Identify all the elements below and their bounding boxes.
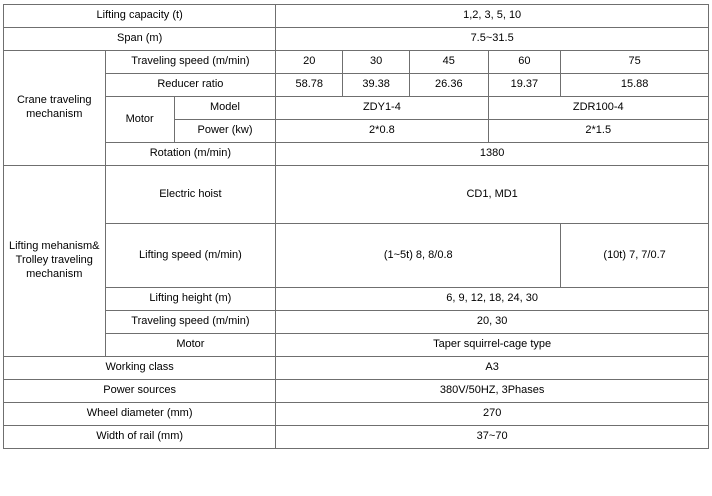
electric-hoist-label: Electric hoist: [105, 166, 276, 224]
width-of-rail-value: 37~70: [276, 426, 709, 449]
table-row-lifting-height: [4, 288, 709, 311]
reducer-ratio-value-4: 19.37: [488, 74, 561, 97]
trolley-traveling-speed-value: 20, 30: [276, 311, 709, 334]
motor-label: Motor: [105, 97, 174, 143]
motor-model-value-1: ZDY1-4: [276, 97, 488, 120]
motor-power-value-1: 2*0.8: [276, 120, 488, 143]
span-label: Span (m): [4, 28, 276, 51]
table-row-trolley-traveling-speed: [4, 311, 709, 334]
table-row-lifting-speed: [4, 224, 709, 288]
reducer-ratio-value-3: 26.36: [410, 74, 488, 97]
power-sources-value: 380V/50HZ, 3Phases: [276, 380, 709, 403]
traveling-speed-value-5: 75: [561, 51, 709, 74]
reducer-ratio-value-1: 58.78: [276, 74, 343, 97]
table-row-trolley-motor: [4, 334, 709, 357]
wheel-diameter-label: Wheel diameter (mm): [4, 403, 276, 426]
lifting-trolley-mechanism-label: Lifting mehanism& Trolley traveling mechanism: [4, 166, 106, 357]
reducer-ratio-value-5: 15.88: [561, 74, 709, 97]
power-sources-label: Power sources: [4, 380, 276, 403]
motor-power-label: Power (kw): [174, 120, 276, 143]
table-row-power-sources: [4, 380, 709, 403]
table-row-motor-model: [4, 97, 709, 120]
table-row-rotation: [4, 143, 709, 166]
motor-power-value-2: 2*1.5: [488, 120, 708, 143]
rotation-value: 1380: [276, 143, 709, 166]
traveling-speed-value-2: 30: [343, 51, 410, 74]
traveling-speed-value-4: 60: [488, 51, 561, 74]
rotation-label: Rotation (m/min): [105, 143, 276, 166]
lifting-speed-value-2: (10t) 7, 7/0.7: [561, 224, 709, 288]
table-row-traveling-speed: [4, 51, 709, 74]
specification-table: [3, 4, 709, 449]
reducer-ratio-label: Reducer ratio: [105, 74, 276, 97]
trolley-motor-label: Motor: [105, 334, 276, 357]
table-row-working-class: [4, 357, 709, 380]
lifting-capacity-label: Lifting capacity (t): [4, 5, 276, 28]
trolley-traveling-speed-label: Traveling speed (m/min): [105, 311, 276, 334]
table-row-reducer-ratio: [4, 74, 709, 97]
table-row-span: [4, 28, 709, 51]
traveling-speed-value-3: 45: [410, 51, 488, 74]
lifting-speed-value-1: (1~5t) 8, 8/0.8: [276, 224, 561, 288]
table-row-width-of-rail: [4, 426, 709, 449]
lifting-height-value: 6, 9, 12, 18, 24, 30: [276, 288, 709, 311]
lifting-speed-label: Lifting speed (m/min): [105, 224, 276, 288]
trolley-motor-value: Taper squirrel-cage type: [276, 334, 709, 357]
crane-traveling-mechanism-label: Crane traveling mechanism: [4, 51, 106, 166]
working-class-value: A3: [276, 357, 709, 380]
wheel-diameter-value: 270: [276, 403, 709, 426]
table-row-wheel-diameter: [4, 403, 709, 426]
table-row-lifting-capacity: [4, 5, 709, 28]
lifting-capacity-value: 1,2, 3, 5, 10: [276, 5, 709, 28]
lifting-height-label: Lifting height (m): [105, 288, 276, 311]
table-row-electric-hoist: [4, 166, 709, 224]
traveling-speed-label: Traveling speed (m/min): [105, 51, 276, 74]
motor-model-label: Model: [174, 97, 276, 120]
traveling-speed-value-1: 20: [276, 51, 343, 74]
reducer-ratio-value-2: 39.38: [343, 74, 410, 97]
working-class-label: Working class: [4, 357, 276, 380]
motor-model-value-2: ZDR100-4: [488, 97, 708, 120]
width-of-rail-label: Width of rail (mm): [4, 426, 276, 449]
electric-hoist-value: CD1, MD1: [276, 166, 709, 224]
span-value: 7.5~31.5: [276, 28, 709, 51]
